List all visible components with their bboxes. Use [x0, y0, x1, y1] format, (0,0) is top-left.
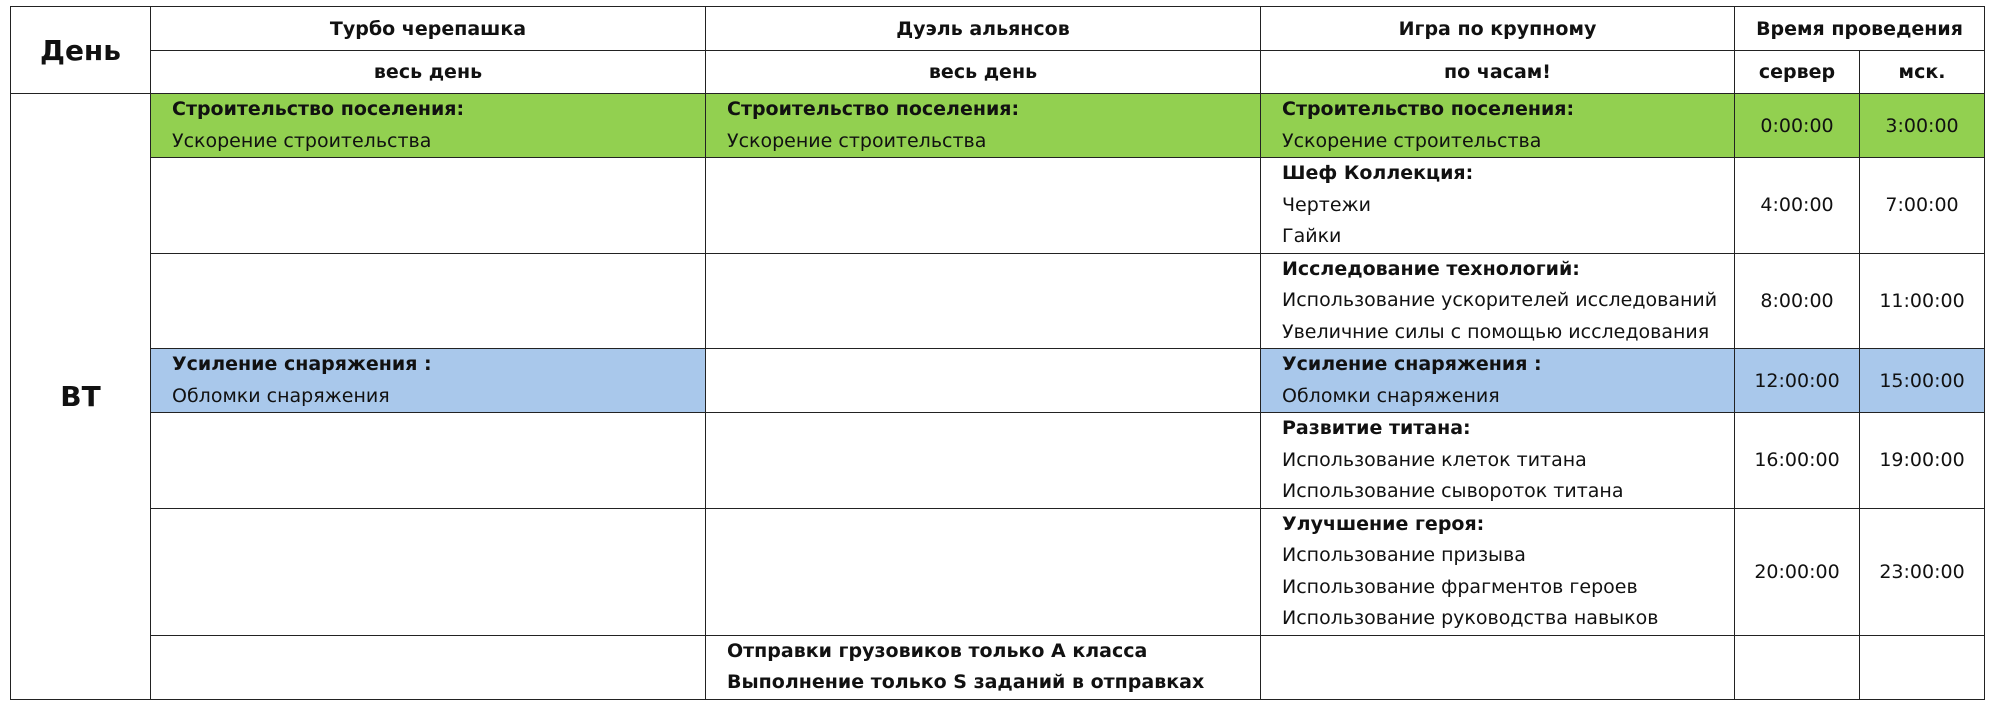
event-item: Использование фрагментов героев	[1282, 575, 1638, 598]
server-time-cell: 8:00:00	[1735, 253, 1860, 349]
event-title: Строительство поселения:	[172, 98, 465, 120]
event-item: Ускорение строительства	[727, 129, 987, 152]
duel-event-cell	[706, 635, 1261, 699]
msk-time-cell: 3:00:00	[1860, 94, 1985, 158]
msk-time-cell: 19:00:00	[1860, 413, 1985, 509]
turtle-event-cell	[151, 253, 706, 349]
big-game-subheader: по часам!	[1261, 51, 1735, 94]
event-item: Использование клеток титана	[1282, 448, 1587, 471]
event-item: Использование ускорителей исследований	[1282, 289, 1718, 311]
event-title: Строительство поселения:	[1282, 98, 1575, 120]
turtle-header: Турбо черепашка	[151, 7, 706, 51]
turtle-event-cell	[151, 508, 706, 635]
schedule-row	[11, 158, 1985, 254]
schedule-body	[11, 94, 1985, 700]
event-item: Использование сывороток титана	[1282, 480, 1624, 502]
big-event-cell	[1261, 253, 1735, 349]
duel-event-cell	[706, 413, 1261, 509]
event-item: Увеличние силы с помощью исследования	[1282, 320, 1710, 343]
schedule-row	[11, 635, 1985, 699]
big-event-cell	[1261, 349, 1735, 413]
event-title: Исследование технологий:	[1282, 257, 1580, 280]
schedule-row	[11, 413, 1985, 509]
event-item: Использование призыва	[1282, 544, 1526, 566]
event-item: Ускорение строительства	[172, 129, 432, 152]
big-event-cell	[1261, 158, 1735, 254]
duel-event-cell	[706, 94, 1261, 158]
msk-time-subheader: мск.	[1860, 51, 1985, 94]
turtle-event-cell	[151, 158, 706, 254]
msk-time-cell: 23:00:00	[1860, 508, 1985, 635]
msk-time-cell: 15:00:00	[1860, 349, 1985, 413]
header-row-2	[11, 51, 1985, 94]
server-time-cell: 16:00:00	[1735, 413, 1860, 509]
duel-subheader: весь день	[706, 51, 1261, 94]
event-title: Улучшение героя:	[1282, 512, 1485, 535]
server-time-cell: 12:00:00	[1735, 349, 1860, 413]
schedule-row	[11, 253, 1985, 349]
event-title: Усиление снаряжения :	[172, 353, 432, 375]
turtle-subheader: весь день	[151, 51, 706, 94]
duel-header: Дуэль альянсов	[706, 7, 1261, 51]
event-title: Развитие титана:	[1282, 417, 1471, 439]
event-item: Использование руководства навыков	[1282, 607, 1659, 629]
event-item: Чертежи	[1282, 193, 1371, 216]
event-title: Шеф Коллекция:	[1282, 162, 1474, 184]
event-title: Отправки грузовиков только А класса	[727, 639, 1148, 662]
msk-time-cell: 11:00:00	[1860, 253, 1985, 349]
big-event-cell	[1261, 508, 1735, 635]
schedule-table	[10, 6, 1985, 700]
schedule-row	[11, 349, 1985, 413]
header-row-1	[11, 7, 1985, 51]
server-time-cell: 0:00:00	[1735, 94, 1860, 158]
duel-event-cell	[706, 253, 1261, 349]
day-header: День	[11, 7, 151, 94]
event-item: Ускорение строительства	[1282, 129, 1542, 152]
big-event-cell	[1261, 94, 1735, 158]
event-item: Обломки снаряжения	[1282, 384, 1500, 407]
turtle-event-cell	[151, 349, 706, 413]
event-item: Обломки снаряжения	[172, 384, 390, 407]
big-event-cell	[1261, 635, 1735, 699]
msk-time-cell	[1860, 635, 1985, 699]
big-game-header: Игра по крупному	[1261, 7, 1735, 51]
turtle-event-cell	[151, 94, 706, 158]
server-time-cell: 20:00:00	[1735, 508, 1860, 635]
event-title: Усиление снаряжения :	[1282, 353, 1542, 375]
big-event-cell	[1261, 413, 1735, 509]
duel-event-cell	[706, 508, 1261, 635]
server-time-cell: 4:00:00	[1735, 158, 1860, 254]
event-title: Строительство поселения:	[727, 98, 1020, 120]
schedule-row	[11, 508, 1985, 635]
turtle-event-cell	[151, 413, 706, 509]
event-item: Гайки	[1282, 225, 1342, 247]
schedule-row	[11, 94, 1985, 158]
server-time-subheader: сервер	[1735, 51, 1860, 94]
turtle-event-cell	[151, 635, 706, 699]
duel-event-cell	[706, 158, 1261, 254]
msk-time-cell: 7:00:00	[1860, 158, 1985, 254]
duel-event-cell	[706, 349, 1261, 413]
event-note: Выполнение только S заданий в отправках	[727, 671, 1205, 693]
server-time-cell	[1735, 635, 1860, 699]
time-header: Время проведения	[1735, 7, 1985, 51]
day-label: ВТ	[11, 94, 151, 700]
